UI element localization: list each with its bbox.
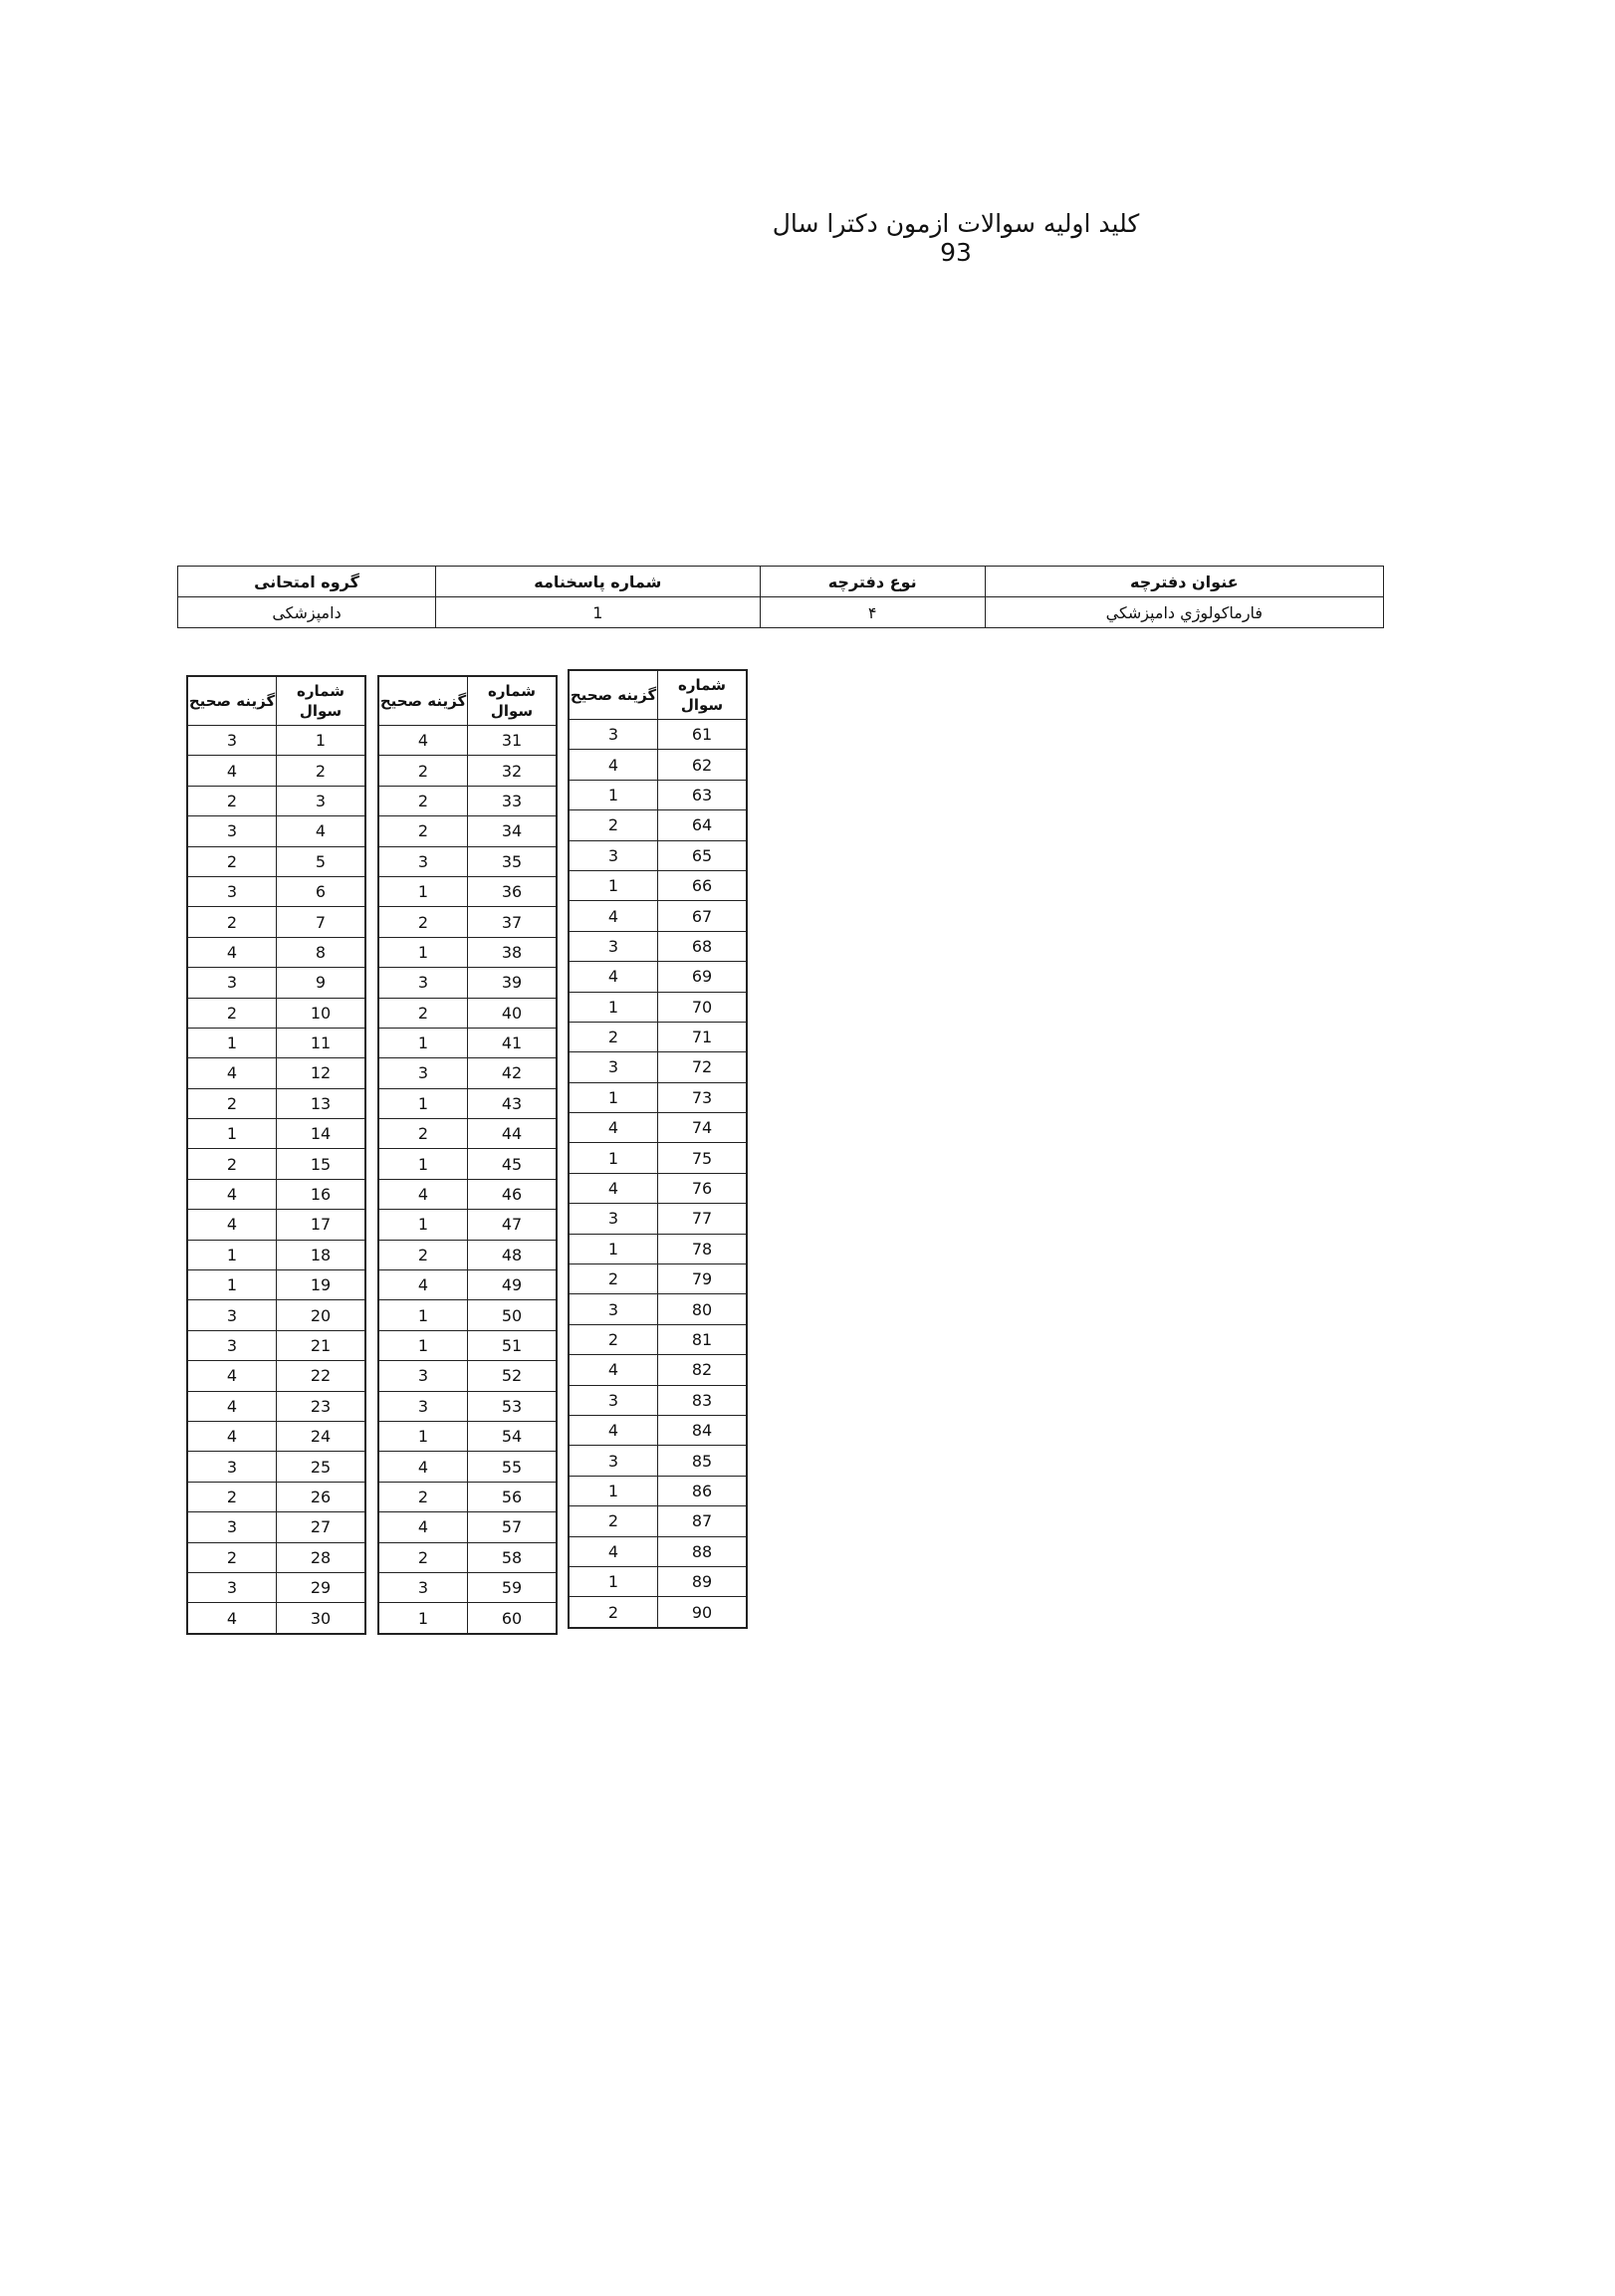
question-number-cell: 15 [277, 1149, 366, 1179]
correct-option-cell: 4 [378, 1512, 468, 1542]
correct-option-cell: 4 [187, 1603, 277, 1634]
answer-row [378, 1240, 557, 1269]
question-number-cell: 71 [658, 1022, 748, 1051]
question-number-cell: 86 [658, 1476, 748, 1505]
question-number-cell: 30 [277, 1603, 366, 1634]
booklet-title-header: عنوان دفترچه [985, 567, 1383, 597]
answer-row [378, 937, 557, 967]
answer-row [378, 1088, 557, 1118]
correct-option-cell: 4 [569, 901, 658, 931]
correct-option-cell: 3 [187, 1452, 277, 1482]
answer-row [569, 1052, 747, 1082]
answer-row [378, 1058, 557, 1088]
correct-option-cell: 2 [187, 998, 277, 1028]
question-number-cell: 2 [277, 756, 366, 786]
info-header-row [178, 567, 1384, 597]
correct-option-cell: 2 [569, 810, 658, 840]
correct-option-cell: 3 [569, 931, 658, 961]
correct-option-cell: 3 [569, 720, 658, 750]
answer-row [569, 1022, 747, 1051]
answer-row [378, 968, 557, 998]
question-number-cell: 16 [277, 1179, 366, 1209]
question-number-cell: 58 [468, 1542, 558, 1572]
correct-option-cell: 4 [569, 1415, 658, 1445]
question-number-cell: 6 [277, 876, 366, 906]
question-number-cell: 77 [658, 1204, 748, 1234]
question-number-cell: 14 [277, 1119, 366, 1149]
answer-row [569, 750, 747, 780]
answer-row [569, 720, 747, 750]
booklet-type-header: نوع دفترچه [760, 567, 985, 597]
booklet-type-value: ۴ [760, 597, 985, 628]
answer-row [569, 1355, 747, 1385]
question-number-cell: 82 [658, 1355, 748, 1385]
question-number-cell: 75 [658, 1143, 748, 1173]
question-number-cell: 7 [277, 907, 366, 937]
question-number-cell: 53 [468, 1391, 558, 1421]
question-number-cell: 56 [468, 1482, 558, 1511]
question-number-cell: 18 [277, 1240, 366, 1269]
answer-sheet-number-value: 1 [436, 597, 761, 628]
correct-option-cell: 2 [187, 907, 277, 937]
correct-option-cell: 2 [378, 1119, 468, 1149]
answer-row [378, 876, 557, 906]
question-number-cell: 67 [658, 901, 748, 931]
correct-option-cell: 2 [569, 1022, 658, 1051]
answer-row [378, 1179, 557, 1209]
correct-option-cell: 4 [378, 1179, 468, 1209]
question-number-cell: 55 [468, 1452, 558, 1482]
answer-row [187, 907, 365, 937]
correct-option-cell: 3 [187, 876, 277, 906]
answer-row [187, 998, 365, 1028]
correct-option-cell: 2 [378, 816, 468, 846]
correct-option-cell: 2 [378, 1240, 468, 1269]
answer-row [569, 1294, 747, 1324]
correct-option-cell: 2 [378, 1482, 468, 1511]
question-number-cell: 48 [468, 1240, 558, 1269]
question-number-cell: 76 [658, 1173, 748, 1203]
answer-row [187, 726, 365, 756]
page-title: کلید اولیه سوالات ازمون دکترا سال 93 [772, 209, 1140, 267]
question-number-cell: 35 [468, 846, 558, 876]
answer-row [569, 780, 747, 809]
correct-option-cell: 4 [187, 1058, 277, 1088]
correct-option-cell: 3 [187, 1300, 277, 1330]
answer-row [187, 1058, 365, 1088]
correct-option-cell: 4 [569, 1173, 658, 1203]
correct-option-cell: 2 [569, 1324, 658, 1354]
question-number-cell: 79 [658, 1264, 748, 1294]
answer-row [569, 1446, 747, 1476]
correct-option-cell: 1 [187, 1270, 277, 1300]
question-number-cell: 28 [277, 1542, 366, 1572]
question-number-cell: 47 [468, 1210, 558, 1240]
correct-option-cell: 1 [187, 1240, 277, 1269]
answer-row [569, 870, 747, 900]
question-number-cell: 31 [468, 726, 558, 756]
answer-row [378, 1149, 557, 1179]
answer-row [378, 1452, 557, 1482]
answer-row [378, 1603, 557, 1634]
answer-row [187, 1119, 365, 1149]
question-number-cell: 25 [277, 1452, 366, 1482]
answer-row [569, 1566, 747, 1596]
answer-row [187, 1300, 365, 1330]
question-number-cell: 57 [468, 1512, 558, 1542]
answer-row [569, 931, 747, 961]
question-number-cell: 39 [468, 968, 558, 998]
answer-row [187, 1361, 365, 1391]
correct-option-cell: 1 [378, 937, 468, 967]
correct-option-cell: 4 [378, 726, 468, 756]
question-number-cell: 60 [468, 1603, 558, 1634]
question-number-cell: 68 [658, 931, 748, 961]
answer-row [569, 1597, 747, 1628]
correct-option-cell: 3 [569, 840, 658, 870]
correct-option-header: گزینه صحیح [187, 676, 277, 726]
correct-option-cell: 1 [378, 1028, 468, 1057]
correct-option-cell: 4 [569, 1536, 658, 1566]
answer-row [187, 1149, 365, 1179]
answer-key-table-3 [568, 669, 748, 1629]
question-number-cell: 90 [658, 1597, 748, 1628]
answer-key-header-row [187, 676, 365, 726]
question-number-header: شماره سوال [277, 676, 366, 726]
correct-option-header: گزینه صحیح [569, 670, 658, 720]
answer-row [378, 998, 557, 1028]
question-number-header: شماره سوال [468, 676, 558, 726]
correct-option-cell: 1 [569, 1566, 658, 1596]
correct-option-cell: 4 [187, 1210, 277, 1240]
answer-row [569, 1415, 747, 1445]
correct-option-cell: 3 [378, 1391, 468, 1421]
question-number-cell: 20 [277, 1300, 366, 1330]
correct-option-cell: 3 [378, 968, 468, 998]
answer-row [378, 1119, 557, 1149]
question-number-cell: 1 [277, 726, 366, 756]
question-number-cell: 54 [468, 1421, 558, 1451]
question-number-cell: 23 [277, 1391, 366, 1421]
question-number-cell: 42 [468, 1058, 558, 1088]
answer-row [187, 756, 365, 786]
question-number-cell: 49 [468, 1270, 558, 1300]
answer-row [569, 1082, 747, 1112]
correct-option-cell: 4 [187, 1179, 277, 1209]
question-number-cell: 3 [277, 786, 366, 815]
question-number-cell: 84 [658, 1415, 748, 1445]
answer-key-table-1 [186, 675, 366, 1635]
answer-row [187, 1482, 365, 1511]
question-number-cell: 66 [658, 870, 748, 900]
answer-row [378, 1482, 557, 1511]
answer-row [187, 1240, 365, 1269]
answer-row [187, 1572, 365, 1602]
correct-option-cell: 1 [569, 780, 658, 809]
answer-row [187, 1391, 365, 1421]
answer-row [378, 1421, 557, 1451]
exam-group-value: دامپزشکی [178, 597, 436, 628]
correct-option-cell: 3 [187, 816, 277, 846]
answer-row [569, 992, 747, 1022]
question-number-cell: 89 [658, 1566, 748, 1596]
answer-row [569, 810, 747, 840]
correct-option-cell: 2 [569, 1506, 658, 1536]
correct-option-cell: 3 [187, 1330, 277, 1360]
question-number-cell: 81 [658, 1324, 748, 1354]
answer-row [187, 1452, 365, 1482]
answer-row [187, 1210, 365, 1240]
question-number-cell: 61 [658, 720, 748, 750]
question-number-cell: 88 [658, 1536, 748, 1566]
question-number-cell: 11 [277, 1028, 366, 1057]
question-number-header: شماره سوال [658, 670, 748, 720]
answer-row [378, 726, 557, 756]
question-number-cell: 83 [658, 1385, 748, 1415]
answer-row [569, 840, 747, 870]
answer-row [378, 907, 557, 937]
correct-option-cell: 1 [378, 1088, 468, 1118]
correct-option-cell: 1 [187, 1028, 277, 1057]
correct-option-cell: 2 [569, 1264, 658, 1294]
correct-option-cell: 1 [569, 1143, 658, 1173]
correct-option-cell: 1 [569, 1234, 658, 1263]
correct-option-cell: 1 [378, 1300, 468, 1330]
correct-option-cell: 2 [569, 1597, 658, 1628]
answer-row [569, 1173, 747, 1203]
correct-option-cell: 4 [569, 750, 658, 780]
question-number-cell: 46 [468, 1179, 558, 1209]
correct-option-cell: 3 [378, 1572, 468, 1602]
correct-option-cell: 4 [569, 962, 658, 992]
correct-option-cell: 2 [378, 756, 468, 786]
correct-option-cell: 2 [187, 1088, 277, 1118]
correct-option-cell: 2 [187, 846, 277, 876]
question-number-cell: 87 [658, 1506, 748, 1536]
question-number-cell: 70 [658, 992, 748, 1022]
question-number-cell: 4 [277, 816, 366, 846]
question-number-cell: 80 [658, 1294, 748, 1324]
question-number-cell: 27 [277, 1512, 366, 1542]
correct-option-cell: 4 [378, 1270, 468, 1300]
question-number-cell: 41 [468, 1028, 558, 1057]
question-number-cell: 17 [277, 1210, 366, 1240]
answer-row [569, 901, 747, 931]
correct-option-cell: 3 [569, 1385, 658, 1415]
answer-row [569, 1536, 747, 1566]
correct-option-cell: 2 [378, 786, 468, 815]
question-number-cell: 69 [658, 962, 748, 992]
correct-option-cell: 4 [378, 1452, 468, 1482]
answer-row [187, 968, 365, 998]
correct-option-cell: 2 [378, 1542, 468, 1572]
answer-row [378, 1361, 557, 1391]
booklet-info-table [177, 566, 1384, 628]
correct-option-cell: 3 [569, 1446, 658, 1476]
answer-row [569, 1204, 747, 1234]
question-number-cell: 50 [468, 1300, 558, 1330]
answer-row [378, 786, 557, 815]
correct-option-cell: 3 [187, 1512, 277, 1542]
correct-option-cell: 1 [378, 1603, 468, 1634]
answer-row [569, 1234, 747, 1263]
question-number-cell: 37 [468, 907, 558, 937]
correct-option-cell: 1 [378, 1421, 468, 1451]
exam-group-header: گروه امتحانی [178, 567, 436, 597]
question-number-cell: 26 [277, 1482, 366, 1511]
correct-option-cell: 3 [378, 846, 468, 876]
question-number-cell: 40 [468, 998, 558, 1028]
answer-row [378, 1391, 557, 1421]
correct-option-header: گزینه صحیح [378, 676, 468, 726]
question-number-cell: 44 [468, 1119, 558, 1149]
question-number-cell: 8 [277, 937, 366, 967]
correct-option-cell: 3 [187, 726, 277, 756]
answer-key-table-2 [377, 675, 558, 1635]
answer-row [187, 1421, 365, 1451]
answer-key-header-row [378, 676, 557, 726]
question-number-cell: 63 [658, 780, 748, 809]
answer-row [569, 1324, 747, 1354]
info-value-row [178, 597, 1384, 628]
correct-option-cell: 3 [187, 968, 277, 998]
answer-row [378, 1512, 557, 1542]
answer-row [378, 1572, 557, 1602]
correct-option-cell: 3 [378, 1361, 468, 1391]
correct-option-cell: 4 [187, 756, 277, 786]
correct-option-cell: 1 [378, 1149, 468, 1179]
correct-option-cell: 2 [187, 1482, 277, 1511]
answer-row [187, 786, 365, 815]
question-number-cell: 33 [468, 786, 558, 815]
answer-key-header-row [569, 670, 747, 720]
correct-option-cell: 2 [187, 1149, 277, 1179]
question-number-cell: 19 [277, 1270, 366, 1300]
answer-row [378, 1542, 557, 1572]
question-number-cell: 13 [277, 1088, 366, 1118]
answer-row [569, 962, 747, 992]
correct-option-cell: 3 [378, 1058, 468, 1088]
answer-row [378, 1270, 557, 1300]
question-number-cell: 73 [658, 1082, 748, 1112]
answer-row [378, 846, 557, 876]
answer-row [187, 1179, 365, 1209]
correct-option-cell: 1 [569, 870, 658, 900]
correct-option-cell: 4 [569, 1355, 658, 1385]
question-number-cell: 51 [468, 1330, 558, 1360]
answer-row [187, 1270, 365, 1300]
correct-option-cell: 4 [187, 1361, 277, 1391]
question-number-cell: 21 [277, 1330, 366, 1360]
answer-row [187, 1028, 365, 1057]
question-number-cell: 64 [658, 810, 748, 840]
answer-row [187, 816, 365, 846]
answer-row [187, 876, 365, 906]
answer-row [187, 1512, 365, 1542]
answer-row [569, 1506, 747, 1536]
question-number-cell: 74 [658, 1113, 748, 1143]
answer-row [187, 1330, 365, 1360]
answer-row [187, 1088, 365, 1118]
answer-row [378, 1300, 557, 1330]
correct-option-cell: 2 [378, 998, 468, 1028]
answer-row [378, 1330, 557, 1360]
answer-row [187, 1603, 365, 1634]
question-number-cell: 29 [277, 1572, 366, 1602]
correct-option-cell: 3 [569, 1204, 658, 1234]
booklet-title-value: فارماکولوژي دامپزشکي [985, 597, 1383, 628]
question-number-cell: 52 [468, 1361, 558, 1391]
answer-row [378, 816, 557, 846]
answer-sheet-number-header: شماره پاسخنامه [436, 567, 761, 597]
correct-option-cell: 2 [187, 786, 277, 815]
answer-row [378, 1028, 557, 1057]
correct-option-cell: 4 [187, 1421, 277, 1451]
question-number-cell: 78 [658, 1234, 748, 1263]
answer-row [378, 756, 557, 786]
answer-row [569, 1476, 747, 1505]
answer-row [378, 1210, 557, 1240]
correct-option-cell: 3 [187, 1572, 277, 1602]
question-number-cell: 36 [468, 876, 558, 906]
correct-option-cell: 1 [378, 1210, 468, 1240]
question-number-cell: 62 [658, 750, 748, 780]
answer-row [569, 1143, 747, 1173]
correct-option-cell: 4 [187, 1391, 277, 1421]
question-number-cell: 24 [277, 1421, 366, 1451]
question-number-cell: 10 [277, 998, 366, 1028]
question-number-cell: 65 [658, 840, 748, 870]
correct-option-cell: 1 [378, 1330, 468, 1360]
question-number-cell: 59 [468, 1572, 558, 1602]
answer-row [187, 846, 365, 876]
correct-option-cell: 4 [569, 1113, 658, 1143]
correct-option-cell: 3 [569, 1294, 658, 1324]
correct-option-cell: 1 [569, 992, 658, 1022]
correct-option-cell: 3 [569, 1052, 658, 1082]
question-number-cell: 85 [658, 1446, 748, 1476]
question-number-cell: 34 [468, 816, 558, 846]
correct-option-cell: 1 [569, 1082, 658, 1112]
question-number-cell: 5 [277, 846, 366, 876]
question-number-cell: 22 [277, 1361, 366, 1391]
question-number-cell: 72 [658, 1052, 748, 1082]
question-number-cell: 38 [468, 937, 558, 967]
answer-row [187, 1542, 365, 1572]
answer-row [187, 937, 365, 967]
correct-option-cell: 1 [569, 1476, 658, 1505]
answer-row [569, 1385, 747, 1415]
answer-row [569, 1113, 747, 1143]
correct-option-cell: 2 [187, 1542, 277, 1572]
question-number-cell: 45 [468, 1149, 558, 1179]
question-number-cell: 43 [468, 1088, 558, 1118]
correct-option-cell: 4 [187, 937, 277, 967]
question-number-cell: 32 [468, 756, 558, 786]
question-number-cell: 12 [277, 1058, 366, 1088]
correct-option-cell: 2 [378, 907, 468, 937]
question-number-cell: 9 [277, 968, 366, 998]
correct-option-cell: 1 [378, 876, 468, 906]
answer-row [569, 1264, 747, 1294]
correct-option-cell: 1 [187, 1119, 277, 1149]
